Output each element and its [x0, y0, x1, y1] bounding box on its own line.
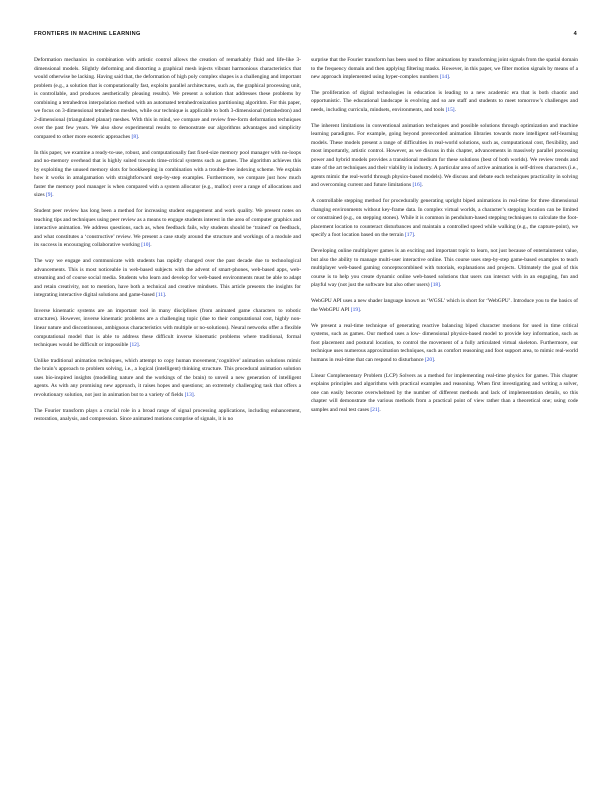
- citation-link[interactable]: [9]: [45, 192, 53, 199]
- body-paragraph: The inherent limitations in conventional animation techniques and possible solutions through optimization and machine learning paradigms. For example, going beyond prerecorded animation libraries towards more intelligent self-learning models. These models present a range of difficulties in real-world solutions, such as, computational cost, flexibility, and most importantly, artistic control. However, as we discuss in this chapter, advancements in massively parallel processing power and hybrid models provides a transitional medium for these solutions (best of both worlds). We review trends and state of the art techniques and their viability in industry. A particular area of active animation is self-driven characters (i.e., agents mimic the real-world through physics-based models). We discuss and debate each techniques practicality in solving and overcoming current and future limitations [16].: [311, 122, 578, 189]
- body-paragraph: The way we engage and communicate with students has rapidly changed over the past decade due to technological advancements. This is most noticeable in web-based subjects with the advent of smart-phones, web-based apps, web-streaming and of course social media. Students who learn and develop for web-based environments must be able to adapt and retain creativity, not to mention, have both a technical and creative mindsets. This article presents the insights for integrating interactive digital solutions and game-based [11].: [34, 258, 301, 299]
- page-number: 4: [573, 31, 577, 37]
- citation-link[interactable]: [14]: [439, 74, 449, 81]
- right-column: [311, 56, 578, 776]
- body-paragraph: Inverse kinematic systems are an important tool in many disciplines (from animated game characters to robotic structures). However, inverse kinematic problems are a challenging topic (due to their computational cost, highly non-linear nature and discontinuous, ambiguous characteristics with multiple or no-solutions). Neural networks offer a flexible computational model that is able to address these difficult inverse kinematic problems where traditional, formal techniques would be difficult or impossible [12].: [34, 307, 301, 349]
- citation-link[interactable]: [12]: [129, 342, 139, 349]
- paragraph-text: The inherent limitations in conventional animation techniques and possible solutions through optimization and machine learning paradigms. For example, going beyond prerecorded animation libraries towards more intelligent self-learning models. These models present a range of difficulties in real-world solutions, such as, computational cost, flexibility, and most importantly, artistic control. However, as we discuss in this chapter, advancements in massively parallel processing power and hybrid models provides a transitional medium for these solutions (best of both worlds). We review trends and state of the art techniques and their viability in industry. A particular area of active animation is self-driven characters (i.e., agents mimic the real-world through physics-based models). We discuss and debate each techniques practicality in solving and overcoming current and future limitations: [311, 122, 578, 189]
- left-column: [34, 56, 301, 776]
- citation-link[interactable]: [18]: [430, 282, 440, 289]
- paragraph-text: Developing online multiplayer games is an exciting and important topic to learn, not just because of entertainment value, but also the ability to manage multi-user interactive online. This course uses step-by-step game-based examples to teach multiplayer web-based gaming conceptscombined with tutorials, explanations and projects. Ultimately the goal of this course is to help you create dynamic online web-based solutions that users can interact with in an engaging, fun and playful way (not just the software but also other users): [311, 248, 578, 289]
- citation-link[interactable]: [17]: [404, 232, 414, 239]
- paragraph-text: Inverse kinematic systems are an important tool in many disciplines (from animated game characters to robotic structures). However, inverse kinematic problems are a challenging topic (due to their computational cost, highly non-linear nature and discontinuous, ambiguous characteristics with multiple or no-solutions). Neural networks offer a flexible computational model that is able to address these difficult inverse kinematic problems where traditional, formal techniques would be difficult or impossible: [34, 307, 301, 349]
- citation-link[interactable]: [19]: [350, 306, 360, 313]
- paragraph-text: The proliferation of digital technologies in education is leading to a new academic era that is both chaotic and opportunistic. The educational landscape is evolving and so are staff and students to meet tomorrow’s challenges and needs, including curricula, mindsets, environments, and tools: [311, 89, 578, 113]
- body-paragraph: surprise that the Fourier transform has been used to filter animations by transforming joint signals from the spatial domain to the frequency domain and then applying filtering masks. However, in this paper, we filter motion signals by means of a new approach implemented using hyper-complex numbers [14].: [311, 57, 578, 81]
- body-paragraph: Student peer review has long been a method for increasing student engagement and work quality. We present notes on teaching tips and techniques using peer review as a means to engage students interest in the area of computer graphics and interactive animation. We address questions, such as, when feedback fails, why students should be ‘trained’ on feedback, and what constitutes a ‘constructive’ review. We present a case study around the structure and workings of a module and its success in encouraging collaborative working [10].: [34, 208, 301, 249]
- body-paragraph: A controllable stepping method for procedurally generating upright biped animations in real-time for three dimensional changing environments without key-frame data. In complex virtual worlds, a character’s stepping location can be limited or constrained (e.g., on stepping stones). While it is common in pendulum-based stepping techniques to calculate the foot-placement location to counteract disturbances and maintain a controlled speed while walking (e.g., the capture-point), we specify a foot location based on the terrain [17].: [311, 198, 578, 239]
- body-paragraph: In this paper, we examine a ready-to-use, robust, and computationally fast fixed-size memory pool manager with no-loops and no-memory overhead that is highly suited towards time-critical systems such as games. The algorithm achieves this by exploiting the unused memory slots for bookkeeping in combination with a trouble-free indexing scheme. We explain how it works in amalgamation with straightforward step-by-step examples. Furthermore, we compare just how much faster the memory pool manager is when compared with a system allocator (e.g., malloc) over a range of allocations and sizes [9].: [34, 149, 301, 199]
- paragraph-text: surprise that the Fourier transform has been used to filter animations by transforming joint signals from the spatial domain to the frequency domain and then applying filtering masks. However, in this paper, we filter motion signals by means of a new approach implemented using hyper-complex numbers: [311, 57, 578, 81]
- citation-link[interactable]: [15]: [445, 106, 455, 113]
- paragraph-text: Deformation mechanics in combination with artistic control allows the creation of remarkably fluid and life-like 3-dimensional models. Slightly deforming and distorting a graphical mesh injects vibrant harmonious characteristics that would otherwise be lacking. Having said that, the deformation of high poly complex shapes is a challenging and important problem (e.g., a solution that is computationally fast, exploits parallel architectures, such as, the graphical processing unit, is controllable, and produces aesthetically pleasing results). We present a solution that addresses these problems by combining a tetrahedron interpolation method with an automated tetrahedronization partitioning algorithm. For this paper, we focus on 3-dimensional tetrahedron meshes, while our technique is applicable to both 3-dimensional (tetrahedron) and 2-dimensional (triangulated planar) meshes. With this in mind, we compare and review free-form deformation techniques over the past few years. We also show experimental results to demonstrate our algorithms advantages and simplicity compared to other more esoteric approaches: [34, 57, 301, 140]
- paragraph-text: In this paper, we examine a ready-to-use, robust, and computationally fast fixed-size memory pool manager with no-loops and no-memory overhead that is highly suited towards time-critical systems such as games. The algorithm achieves this by exploiting the unused memory slots for bookkeeping in combination with a trouble-free indexing scheme. We explain how it works in amalgamation with straightforward step-by-step examples. Furthermore, we compare just how much faster the memory pool manager is when compared with a system allocator (e.g., malloc) over a range of allocations and sizes: [34, 149, 301, 199]
- running-title: FRONTIERS IN MACHINE LEARNING: [34, 31, 141, 37]
- citation-link[interactable]: [8]: [131, 133, 138, 140]
- paragraph-text: We present a real-time technique of generating reactive balancing biped character motions for used in time critical systems, such as games. Our method uses a low- dimensional physics-based model to provide key information, such as foot placement and postural location, to control the movement of a fully articulated virtual skeleton. Furthermore, our technique uses numerous approximation techniques, such as comfort reasoning and foot support area, to mimic real-world humans in real-time that can respond to disturbance: [311, 322, 578, 363]
- citation-link[interactable]: [11]: [156, 292, 165, 299]
- body-paragraph: We present a real-time technique of generating reactive balancing biped character motions for used in time critical systems, such as games. Our method uses a low- dimensional physics-based model to provide key information, such as foot placement and postural location, to control the movement of a fully articulated virtual skeleton. Furthermore, our technique uses numerous approximation techniques, such as comfort reasoning and foot support area, to mimic real-world humans in real-time that can respond to disturbance [20].: [311, 322, 578, 363]
- paragraph-text: Student peer review has long been a method for increasing student engagement and work quality. We present notes on teaching tips and techniques using peer review as a means to engage students interest in the area of computer graphics and interactive animation. We address questions, such as, when feedback fails, why students should be ‘trained’ on feedback, and what constitutes a ‘constructive’ review. We present a case study around the structure and workings of a module and its success in encouraging collaborative working: [34, 208, 301, 249]
- page-header: [34, 31, 577, 41]
- citation-link[interactable]: [16]: [412, 182, 422, 189]
- citation-link[interactable]: [13]: [184, 392, 194, 398]
- citation-link[interactable]: [20]: [424, 356, 434, 363]
- body-paragraph: Unlike traditional animation techniques, which attempt to copy human movement,‘cognitive’ animation solutions mimic the brain’s approach to problem solving, i.e., a logical (intelligent) thinking structure. This procedural animation solution uses bio-inspired insights (modelling nature and the workings of the brain) to unveil a new generation of intelligent agents. As with any promising new approach, it raises hopes and questions; an extremely challenging task that offers a revolutionary solution, not just in animation but to a variety of fields [13].: [34, 357, 301, 398]
- body-paragraph: [34, 407, 301, 424]
- paragraph-text: WebGPU API uses a new shader language known as ‘WGSL’ which is short for ‘WebGPU’. Introduce you to the basics of the WebGPU API: [311, 298, 578, 313]
- paragraph-text: Linear Complementary Problem (LCP) Solvers as a method for implementing real-time physics for games. This chapter explains principles and algorithms with practical examples and reasoning. When first investigating and writing a solver, one can easily become overwhelmed by the number of different methods and lack of implementation details, so this chapter will demonstrate the various methods from a practical point of view rather than a theoretical one; using code samples and real test cases: [311, 372, 578, 413]
- body-paragraph: Developing online multiplayer games is an exciting and important topic to learn, not just because of entertainment value, but also the ability to manage multi-user interactive online. This course uses step-by-step game-based examples to teach multiplayer web-based gaming conceptscombined with tutorials, explanations and projects. Ultimately the goal of this course is to help you create dynamic online web-based solutions that users can interact with in an engaging, fun and playful way (not just the software but also other users) [18].: [311, 248, 578, 289]
- body-paragraph: Linear Complementary Problem (LCP) Solvers as a method for implementing real-time physics for games. This chapter explains principles and algorithms with practical examples and reasoning. When first investigating and writing a solver, one can easily become overwhelmed by the number of different methods and lack of implementation details, so this chapter will demonstrate the various methods from a practical point of view rather than a theoretical one; using code samples and real test cases [21].: [311, 372, 578, 413]
- body-paragraph: Deformation mechanics in combination with artistic control allows the creation of remarkably fluid and life-like 3-dimensional models. Slightly deforming and distorting a graphical mesh injects vibrant harmonious characteristics that would otherwise be lacking. Having said that, the deformation of high poly complex shapes is a challenging and important problem (e.g., a solution that is computationally fast, exploits parallel architectures, such as, the graphical processing unit, is controllable, and produces aesthetically pleasing results). We present a solution that addresses these problems by combining a tetrahedron interpolation method with an automated tetrahedronization partitioning algorithm. For this paper, we focus on 3-dimensional tetrahedron meshes, while our technique is applicable to both 3-dimensional (tetrahedron) and 2-dimensional (triangulated planar) meshes. With this in mind, we compare and review free-form deformation techniques over the past few years. We also show experimental results to demonstrate our algorithms advantages and simplicity compared to other more esoteric approaches [8].: [34, 57, 301, 140]
- body-paragraph: The proliferation of digital technologies in education is leading to a new academic era that is both chaotic and opportunistic. The educational landscape is evolving and so are staff and students to meet tomorrow’s challenges and needs, including curricula, mindsets, environments, and tools [15].: [311, 89, 578, 113]
- body-paragraph: WebGPU API uses a new shader language known as ‘WGSL’ which is short for ‘WebGPU’. Introduce you to the basics of the WebGPU API [19].: [311, 298, 578, 313]
- citation-link[interactable]: [10]: [141, 242, 151, 249]
- paragraph-text: The way we engage and communicate with students has rapidly changed over the past decade due to technological advancements. This is most noticeable in web-based subjects with the advent of smart-phones, web-based apps, web-streaming and of course social media. Students who learn and develop for web-based environments must be able to adapt and retain creativity, not to mention, have both a technical and creative mindsets. This article presents the insights for integrating interactive digital solutions and game-based: [34, 258, 301, 299]
- paragraph-text: The Fourier transform plays a crucial role in a broad range of signal processing applications, including enhancement, restoration, analysis, and compression. Since animated motions comprise of signals, it is no: [34, 407, 301, 423]
- paragraph-text: A controllable stepping method for procedurally generating upright biped animations in real-time for three dimensional changing environments without key-frame data. In complex virtual worlds, a character’s stepping location can be limited or constrained (e.g., on stepping stones). While it is common in pendulum-based stepping techniques to calculate the foot-placement location to counteract disturbances and maintain a controlled speed while walking (e.g., the capture-point), we specify a foot location based on the terrain: [311, 198, 578, 239]
- citation-link[interactable]: [21]: [370, 406, 380, 413]
- paragraph-text: Unlike traditional animation techniques, which attempt to copy human movement,‘cognitive’ animation solutions mimic the brain’s approach to problem solving, i.e., a logical (intelligent) thinking structure. This procedural animation solution uses bio-inspired insights (modelling nature and the workings of the brain) to unveil a new generation of intelligent agents. As with any promising new approach, it raises hopes and questions; an extremely challenging task that offers a revolutionary solution, not just in animation but to a variety of fields: [34, 357, 301, 398]
